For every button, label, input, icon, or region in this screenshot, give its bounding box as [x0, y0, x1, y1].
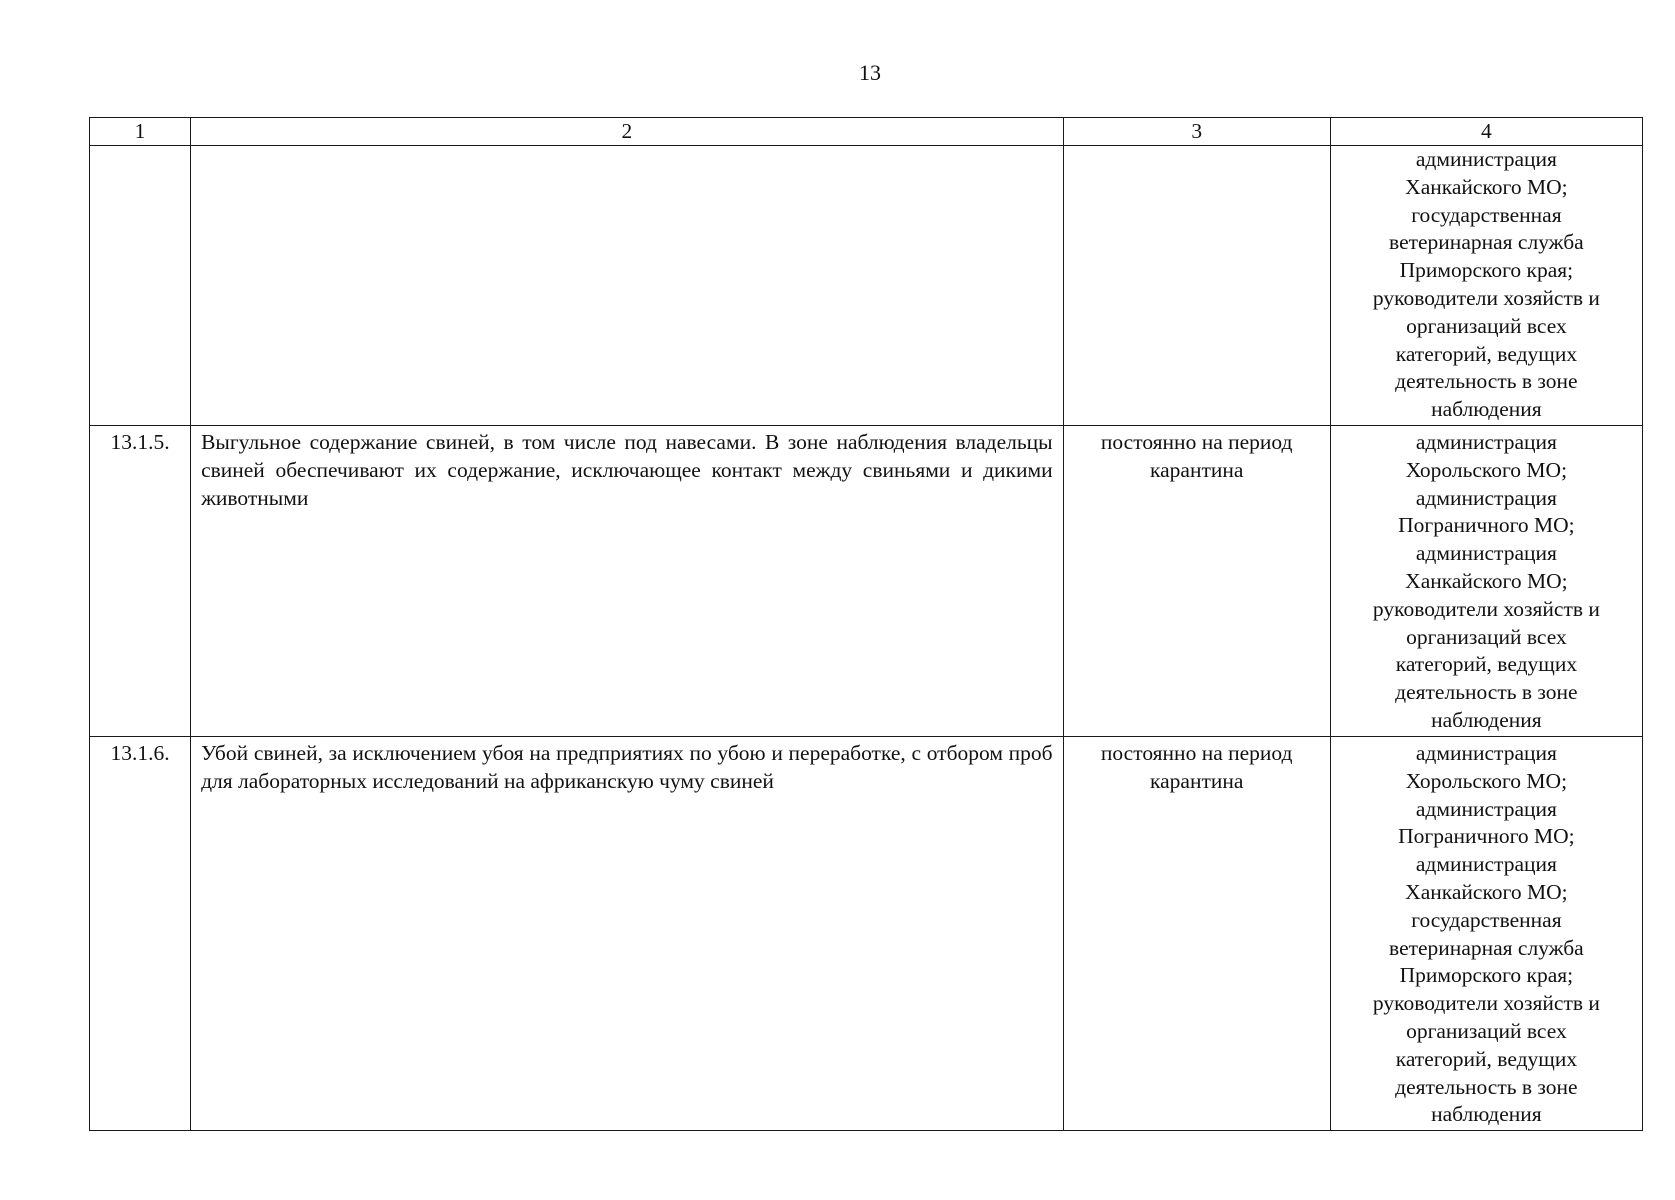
responsible-line: администрация: [1415, 430, 1557, 454]
responsible-line: категорий, ведущих: [1395, 341, 1578, 366]
responsible-line: государственная: [1411, 907, 1562, 932]
item-number-cell: 13.1.6.: [90, 737, 191, 1131]
column-header-2: 2: [191, 118, 1064, 146]
responsible-line: администрация: [1415, 852, 1557, 877]
responsible-cell: [1330, 146, 1642, 426]
measure-text-cell: Убой свиней, за исключением убоя на предприятиях по убою и переработке, с отбором проб для лабораторных исследований на африканскую чуму свиней: [191, 737, 1064, 1131]
table-row: [90, 737, 1643, 1131]
responsible-line: ветеринарная служба: [1389, 935, 1584, 960]
responsible-line: Приморского края;: [1399, 258, 1574, 283]
column-header-4: 4: [1330, 118, 1642, 146]
table-row: [90, 426, 1643, 737]
responsible-line: администрация: [1415, 741, 1557, 765]
responsible-line: руководители хозяйств и: [1372, 596, 1600, 621]
item-number-cell: 13.1.5.: [90, 426, 191, 737]
responsible-line: администрация: [1415, 147, 1557, 171]
responsible-line: категорий, ведущих: [1395, 652, 1578, 677]
responsible-line: Ханкайского МО;: [1405, 879, 1568, 904]
responsible-line: Пограничного МО;: [1398, 824, 1575, 849]
responsible-line: категорий, ведущих: [1395, 1046, 1578, 1071]
measure-text-cell: [191, 146, 1064, 426]
responsible-line: ветеринарная служба: [1389, 230, 1584, 255]
responsible-line: Приморского края;: [1399, 963, 1574, 988]
responsible-line: наблюдения: [1431, 397, 1542, 422]
responsible-line: администрация: [1415, 485, 1557, 510]
responsible-line: наблюдения: [1431, 1102, 1542, 1127]
column-header-1: 1: [90, 118, 191, 146]
measures-table: [89, 117, 1643, 1131]
responsible-line: деятельность в зоне: [1395, 369, 1578, 394]
responsible-line: Хорольского МО;: [1405, 768, 1568, 793]
responsible-line: администрация: [1415, 796, 1557, 821]
responsible-line: организаций всех: [1406, 313, 1567, 338]
period-cell: постоянно на период карантина: [1063, 737, 1330, 1131]
responsible-line: администрация: [1415, 541, 1557, 566]
item-number-cell: [90, 146, 191, 426]
measure-text-cell: Выгульное содержание свиней, в том числе под навесами. В зоне наблюдения владельцы свиней обеспечивают их содержание, исключающее контакт между свиньями и дикими животными: [191, 426, 1064, 737]
table-row: [90, 146, 1643, 426]
period-cell: [1063, 146, 1330, 426]
responsible-line: организаций всех: [1406, 1018, 1567, 1043]
table-header-row: [90, 118, 1643, 146]
responsible-line: деятельность в зоне: [1395, 1074, 1578, 1099]
responsible-line: Ханкайского МО;: [1405, 174, 1568, 199]
responsible-line: организаций всех: [1406, 624, 1567, 649]
responsible-line: Хорольского МО;: [1405, 457, 1568, 482]
page-number: 13: [859, 60, 881, 85]
responsible-cell: [1330, 737, 1642, 1131]
responsible-line: Ханкайского МО;: [1405, 568, 1568, 593]
responsible-line: Пограничного МО;: [1398, 513, 1575, 538]
responsible-line: руководители хозяйств и: [1372, 285, 1600, 310]
period-cell: постоянно на период карантина: [1063, 426, 1330, 737]
responsible-cell: [1330, 426, 1642, 737]
responsible-line: наблюдения: [1431, 707, 1542, 732]
responsible-line: государственная: [1411, 202, 1562, 227]
responsible-line: руководители хозяйств и: [1372, 991, 1600, 1016]
column-header-3: 3: [1063, 118, 1330, 146]
responsible-line: деятельность в зоне: [1395, 680, 1578, 705]
